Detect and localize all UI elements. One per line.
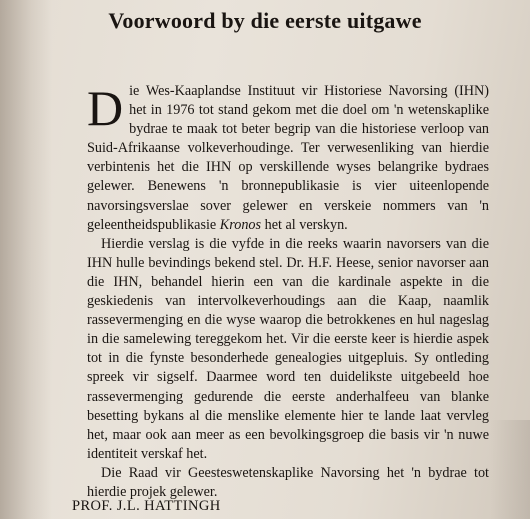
page-title: Voorwoord by die eerste uitgawe (108, 8, 422, 33)
paragraph-1 (87, 82, 489, 235)
paragraph-3: Die Raad vir Geesteswetenskaplike Navorsing het 'n bydrae tot hierdie projek gelewer. (87, 464, 489, 500)
kronos-title: Kronos (219, 216, 262, 233)
body-text (87, 82, 489, 502)
paragraph-2: Hierdie verslag is die vyfde in die reeks waarin navorsers van die IHN hulle bevindings bekend stel. Dr. H.F. Heese, senior navorser aan die IHN, behandel hierin een van die kardinale aspekte in die geskiedenis van intervolkeverhoudings aan die Kaap, naamlik rassevermenging en die wyse waarop die betrokkenes en hul nageslag in die samelewing tereggekom het. Vir die eerste keer is hierdie aspek tot in die fynste besonderhede genealogies uitgepluis. Sy ontleding spreek vir sigself. Daarmee word ten duidelikste uitgebeeld hoe rassevermenging gedurende die eerste anderhalfeeu van blanke besetting bykans al die menslike elemente hier te lande laat vervleg het, maar ook aan meer as een bevolkingsgroep die basis vir 'n nuwe identiteit verskaf het. (87, 235, 489, 462)
binding-shadow (0, 0, 52, 519)
drop-cap: D (87, 80, 124, 136)
paragraph-1-end: het al verskyn. (261, 216, 348, 233)
next-page-edge (490, 420, 530, 519)
signature: PROF. J.L. HATTINGH (72, 498, 221, 514)
paragraph-1-text: ie Wes-Kaaplandse Instituut vir Historiese Navorsing (IHN) het in 1976 tot stand gekom met die doel om 'n wetenskaplike bydrae te maak tot beter begrip van die historiese verloop van Suid-Afrikaanse volkeverhoudinge. Ter verwesenliking van hierdie verbintenis het die IHN op verskillende wyses belangrike bydraes gelewer. Benewens 'n bronnepublikasie is vier uiteenlopende navorsingsverslae sover gelewer en verskeie nommers van 'n geleentheidspublikasie (87, 83, 489, 233)
